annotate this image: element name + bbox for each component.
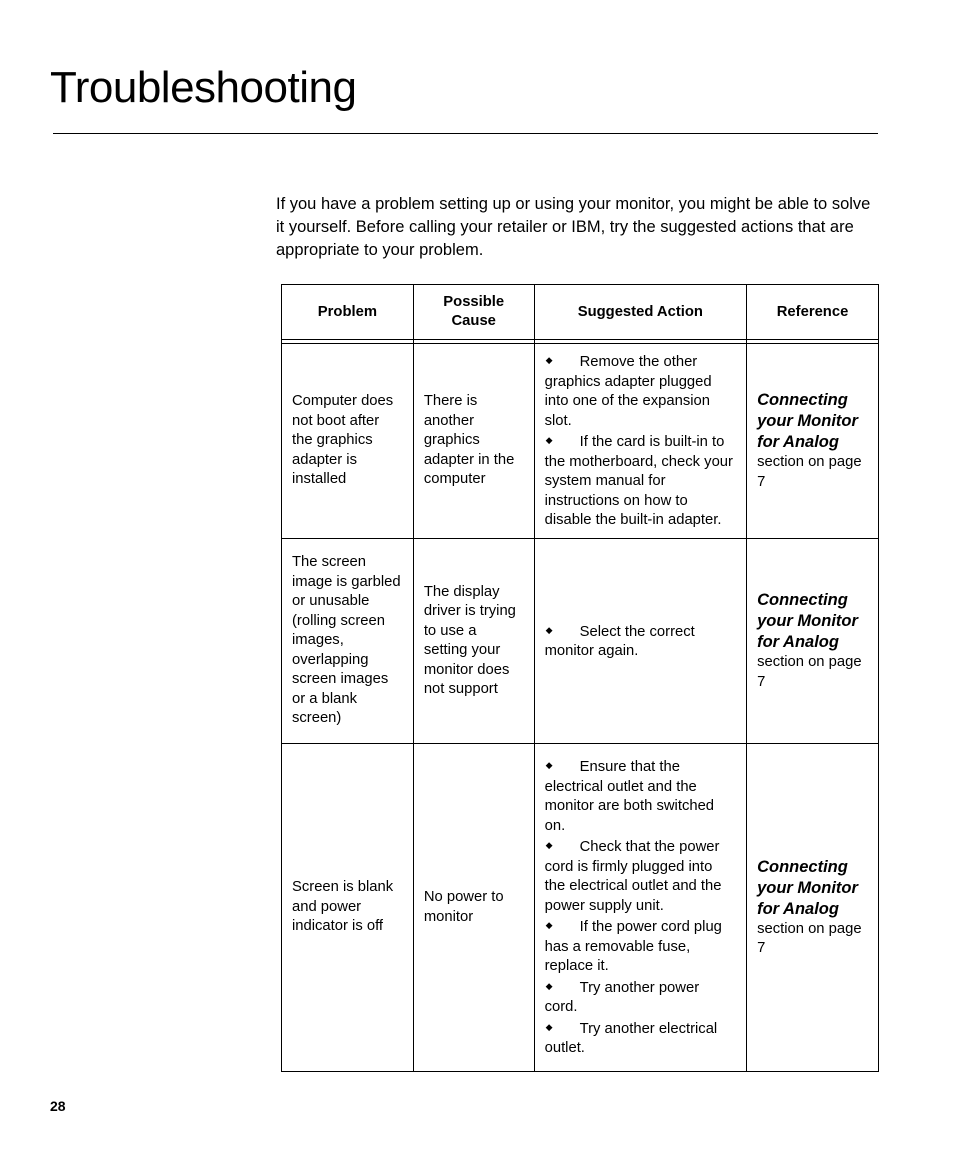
reference-note: section on page 7 [757, 454, 862, 490]
diamond-bullet-icon: ◆ [545, 355, 553, 366]
problem-cell: Screen is blank and power indicator is off [282, 744, 414, 1072]
reference-cell [747, 344, 879, 539]
diamond-bullet-icon: ◆ [545, 435, 553, 446]
action-item [545, 977, 736, 1018]
action-cell [534, 539, 746, 744]
troubleshooting-table [281, 284, 879, 1072]
reference-title: Connecting your Monitor for Analog [757, 857, 858, 918]
action-item [545, 621, 736, 662]
reference-title: Connecting your Monitor for Analog [757, 591, 858, 651]
header-suggested-action: Suggested Action [534, 285, 746, 340]
diamond-bullet-icon: ◆ [545, 624, 553, 635]
action-item [545, 756, 736, 836]
problem-cell: Computer does not boot after the graphics adapter is installed [282, 344, 414, 539]
header-reference: Reference [747, 285, 879, 340]
action-item [545, 351, 736, 431]
diamond-bullet-icon: ◆ [545, 980, 553, 991]
action-text: Ensure that the electrical outlet and the monitor are both switched on. [544, 759, 715, 834]
table-row [282, 539, 879, 744]
cause-cell: The display driver is trying to use a setting your monitor does not support [413, 539, 534, 744]
diamond-bullet-icon: ◆ [545, 1021, 553, 1032]
reference-title: Connecting your Monitor for Analog [757, 391, 858, 451]
diamond-bullet-icon: ◆ [545, 920, 553, 931]
action-cell [534, 344, 746, 539]
action-text: Check that the power cord is firmly plugged into the electrical outlet and the power supply unit. [544, 839, 722, 914]
problem-cell: The screen image is garbled or unusable (rolling screen images, overlapping screen images or a blank screen) [282, 539, 414, 744]
table-row [282, 344, 879, 539]
action-text: Try another electrical outlet. [544, 1020, 718, 1057]
action-cell [534, 744, 746, 1072]
header-possible-cause: Possible Cause [413, 285, 534, 340]
action-text: If the card is built-in to the motherboard, check your system manual for instructions on how to disable the built-in adapter. [544, 434, 733, 529]
page-number: 28 [50, 1098, 66, 1114]
table-header-row [282, 285, 879, 340]
diamond-bullet-icon: ◆ [545, 760, 553, 771]
action-item [545, 431, 736, 531]
intro-paragraph: If you have a problem setting up or using your monitor, you might be able to solve it yourself. Before calling your retailer or IBM, try the suggested actions that are appropriate to your problem. [276, 195, 871, 259]
diamond-bullet-icon: ◆ [545, 840, 553, 851]
action-item [545, 1018, 736, 1059]
reference-note: section on page 7 [757, 654, 862, 690]
reference-note: section on page 7 [757, 920, 862, 956]
action-text: Try another power cord. [544, 979, 700, 1016]
action-text: If the power cord plug has a removable fuse, replace it. [544, 919, 722, 975]
header-problem: Problem [282, 285, 414, 340]
action-item [545, 916, 736, 977]
reference-cell [747, 744, 879, 1072]
page-title: Troubleshooting [50, 63, 357, 112]
action-text: Remove the other graphics adapter plugged into one of the expansion slot. [544, 354, 712, 429]
action-text: Select the correct monitor again. [544, 623, 695, 659]
cause-cell: No power to monitor [413, 744, 534, 1072]
cause-cell: There is another graphics adapter in the computer [413, 344, 534, 539]
action-item [545, 836, 736, 916]
table-row [282, 744, 879, 1072]
title-divider [53, 133, 878, 134]
reference-cell [747, 539, 879, 744]
